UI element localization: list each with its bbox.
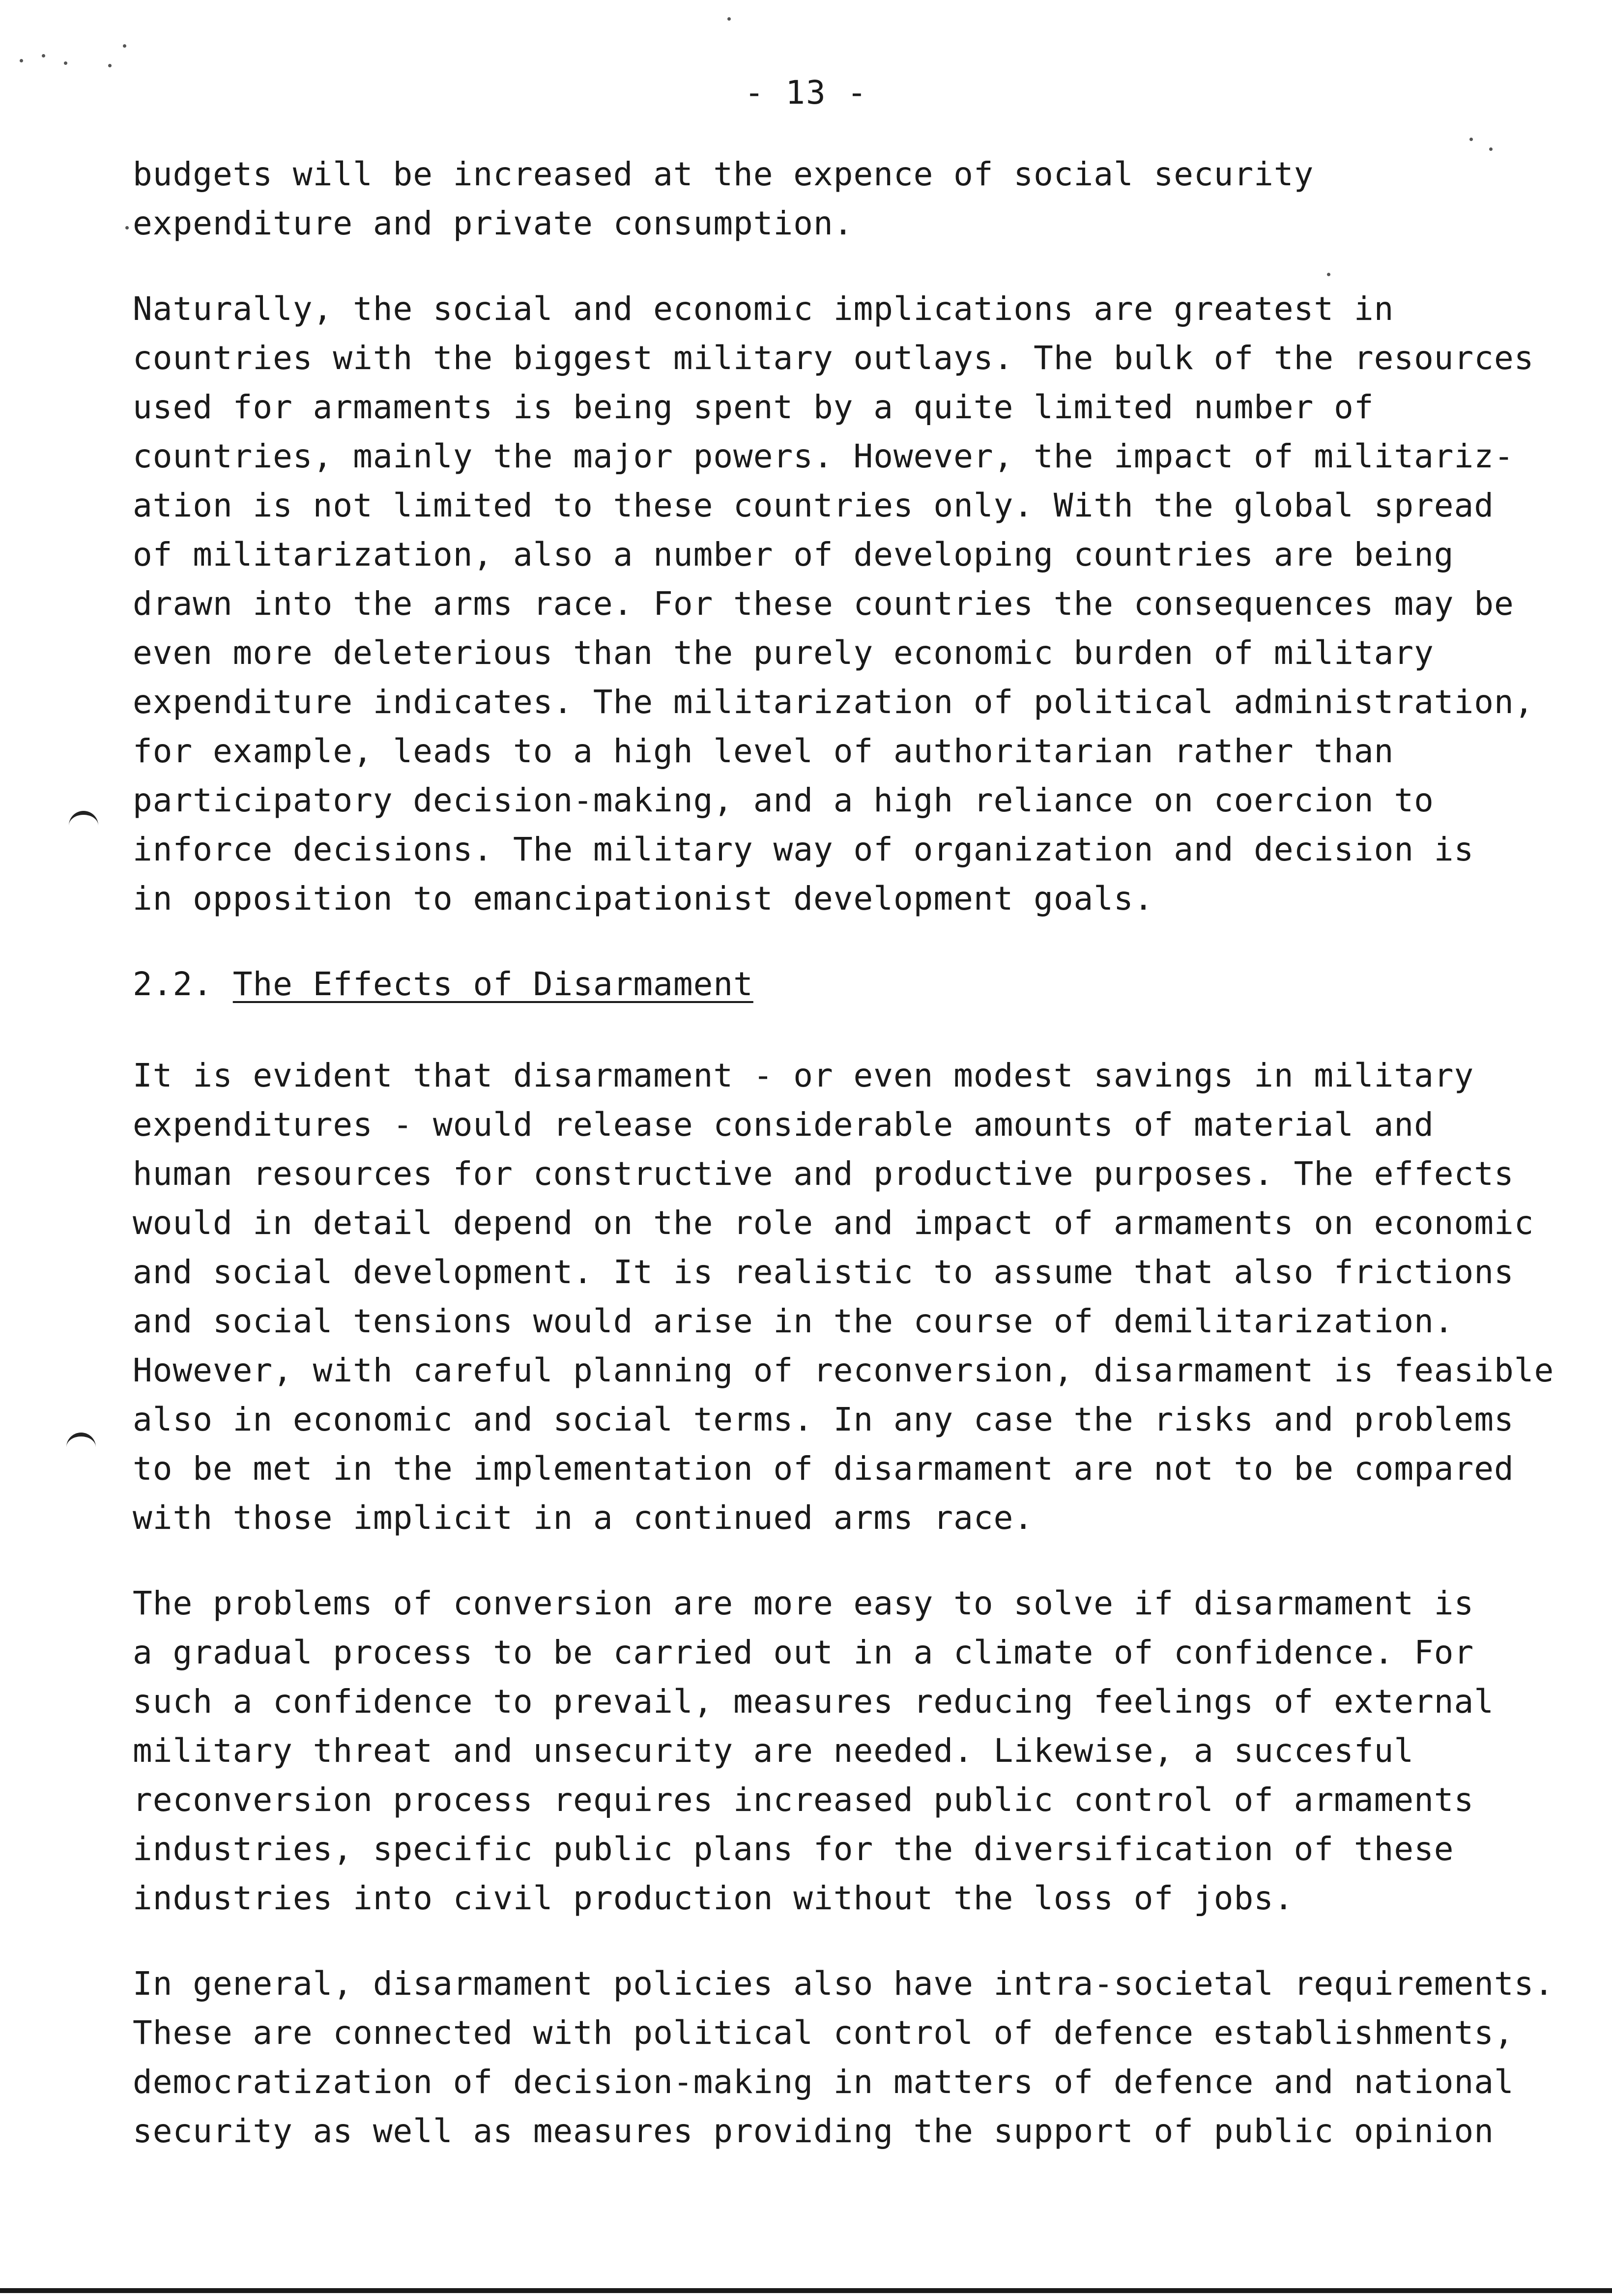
paragraph: budgets will be increased at the expence of social security expenditure and private consumption. — [133, 155, 1314, 242]
paragraph: Naturally, the social and economic implications are greatest in countries with the biggest military outlays. The bulk of the resources used for armaments is being spent by a quite limited number of countries, mainly the major powers. However, the impact of militariz- ation is not limited to these countries only. With the global spread of militarization, also a number of developing countries are being drawn into the arms race. For these countries the consequences may be even more deleterious than the purely economic burden of military expenditure indicates. The militarization of political administration, for example, leads to a high level of authoritarian rather than participatory decision-making, and a high reliance on coercion to inforce decisions. The military way of organization and decision is in opposition to emancipationist development goals. — [133, 290, 1534, 918]
section-title: The Effects of Disarmament — [232, 965, 753, 1003]
paragraph: In general, disarmament policies also have intra-societal requirements. These are connected with political control of defence establishments, democratization of decision-making in matters of defence and national security as well as measures providing the support of public opinion — [133, 1965, 1554, 2150]
paragraph: It is evident that disarmament - or even modest savings in military expenditures - would release considerable amounts of material and human resources for constructive and productive purposes. The effects would in detail depend on the role and impact of armaments on economic and social development. It is realistic to assume that also frictions and social tensions would arise in the course of demilitarization. However, with careful planning of reconversion, disarmament is feasible also in economic and social terms. In any case the risks and problems to be met in the implementation of disarmament are not to be compared with those implicit in a continued arms race. — [133, 1057, 1554, 1537]
paragraph: The problems of conversion are more easy to solve if disarmament is a gradual process to be carried out in a climate of confidence. For such a confidence to prevail, measures reducing feelings of external military threat and unsecurity are needed. Likewise, a succesful reconversion process requires increased public control of armaments industries, specific public plans for the diversification of these industries into civil production without the loss of jobs. — [133, 1584, 1495, 1917]
scan-speck — [42, 54, 45, 57]
page-body — [133, 150, 1568, 2192]
scan-speck — [125, 226, 129, 230]
section-heading — [133, 960, 1568, 1009]
section-number: 2.2. — [133, 965, 213, 1003]
scan-speck — [20, 59, 23, 62]
scan-speck — [108, 64, 112, 67]
margin-mark — [69, 811, 98, 834]
page-bottom-rule — [0, 2288, 1612, 2293]
scan-speck — [123, 44, 126, 48]
scan-speck — [1489, 147, 1493, 151]
scan-speck — [1469, 138, 1473, 141]
margin-mark — [66, 1433, 96, 1456]
scan-speck — [1327, 273, 1330, 276]
scan-speck — [64, 61, 67, 65]
page-number: - 13 - — [744, 74, 868, 112]
scan-speck — [727, 17, 731, 21]
